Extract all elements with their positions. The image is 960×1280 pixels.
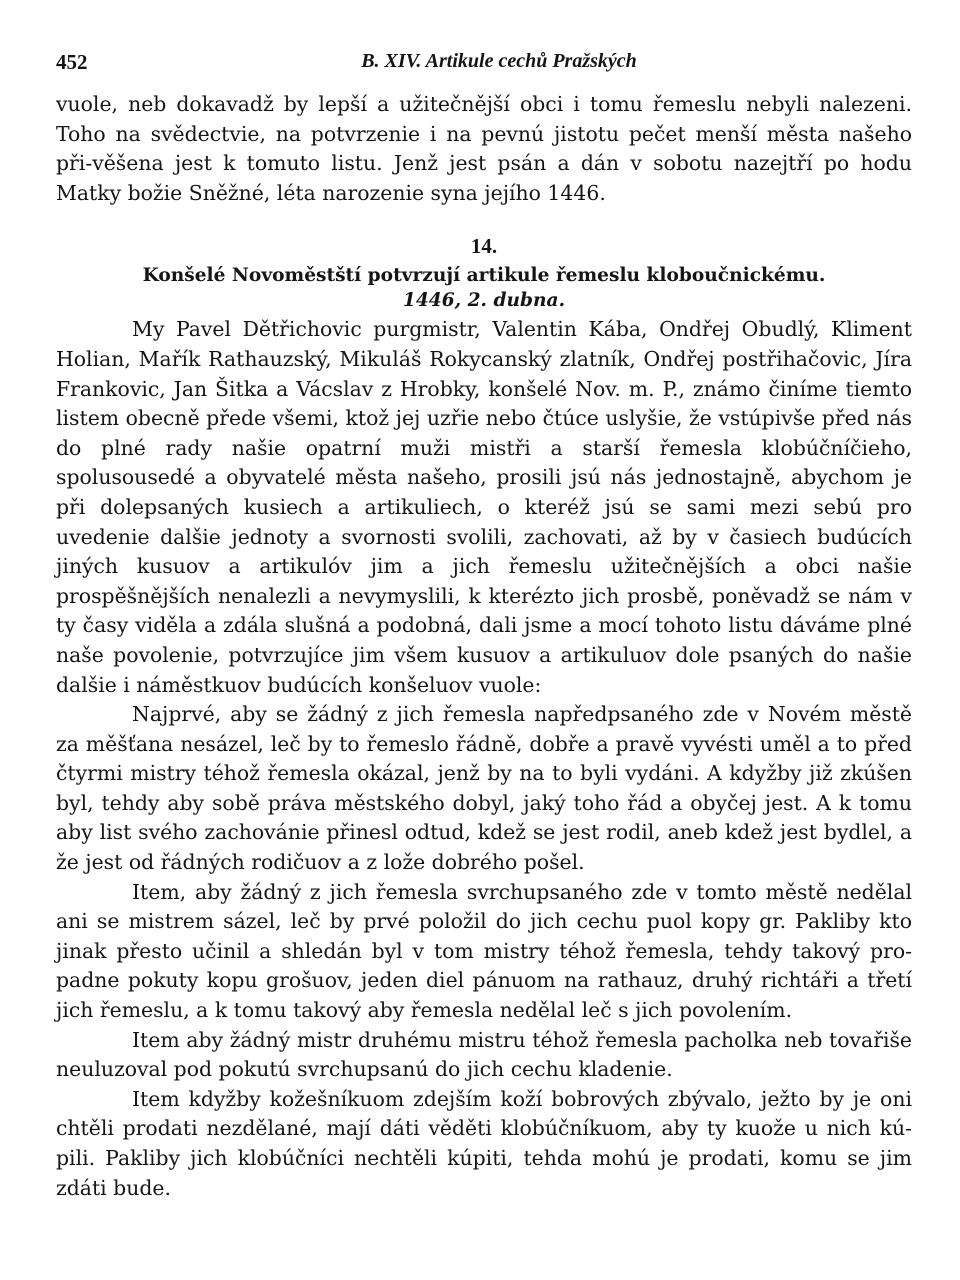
section-date: 1446, 2. dubna. [402, 290, 566, 312]
paragraph-article-3: Item aby žádný mistr druhému mistru téhož řemesla pacholka neb tovařiše neuluzoval pod pokutú svrchupsanú do jich cechu kladenie. [56, 1027, 912, 1082]
paragraph-preamble: My Pavel Dětřichovic purgmistr, Valentin Kába, Ondřej Obudlý, Kliment Holian, Mařík Rathauzský, Mikuláš Rokycanský zlatník, Ondřej postřihačovic, Jíra Frankovic, Jan Šitka a Vácslav z Hrobky, konšelé Nov. m. P., známo činíme tiemto listem obecně přede všemi, ktož jej uzřie nebo čtúce uslyšie, že vstúpivše před nás do plné rady našie opatrní muži mistři a starší řemesla klobúčníčieho, spolusousedé a obyvatelé města našeho, prosili jsú nás jednostajně, abychom je při dolepsaných kusiech a artikuliech, o kteréž jsú se sami mezi sebú pro uvedenie dalšie jednoty a svornosti svolili, zachovati, až by v časiech budúcích jiných kusuov a artikulóv jim a jich řemeslu užitečnějších a obci našie prospěšnějších nenalezli a nevymyslili, k kterézto jich prosbě, poněvadž se nám v ty časy viděla a zdála slušná a podobná, dali jsme a mocí tohoto listu dáváme plné naše povolenie, potvrzujíce jim všem kusuov a artikuluov dole psaných do našie dalšie i náměstkuov budúcích konšeluov vuole: [56, 317, 912, 697]
body-text [56, 90, 912, 1203]
paragraph-continuation: vuole, neb dokavadž by lepší a užitečnější obci i tomu řemeslu nebyli nalezeni. Toho na svědectvie, na potvrzenie i na pevnú jistotu pečet menší města našeho při-věšena jest k tomuto listu. Jenž jest psán a dán v sobotu nazejtří po hodu Matky božie Sněžné, léta narozenie syna jejího 1446. [56, 92, 912, 205]
paragraph-article-2: Item, aby žádný z jich řemesla svrchupsaného zde v tomto městě nedělal ani se mistrem sázel, leč by prvé položil do jich cechu puol kopy gr. Pakliby kto jinak přesto učinil a shledán byl v tom mistry téhož řemesla, tehdy takový pro-padne pokuty kopu grošuov, jeden diel pánuom na rathauz, druhý richtáři a třetí jich řemeslu, a k tomu takový aby řemesla nedělal leč s jich povolením. [56, 879, 912, 1023]
page-header [56, 40, 912, 90]
running-head: B. XIV. Artikule cechů Pražských [361, 50, 637, 72]
paragraph-article-4: Item kdyžby kožešníkuom zdejším koží bobrových zbývalo, ježto by je oni chtěli prodati nezdělané, mají dáti věděti klobúčníkuom, aby ty kuože u nich kú-pili. Pakliby jich klobúčníci nechtěli kúpiti, tehda mohú je prodati, komu se jim zdáti bude. [56, 1086, 912, 1200]
document-page [56, 40, 912, 1203]
paragraph-article-1: Najprvé, aby se žádný z jich řemesla napředpsaného zde v Novém městě za měšťana nesázel, leč by to řemeslo řádně, dobře a pravě vyvésti uměl a to před čtyrmi mistry téhož řemesla okázal, jenž by na to byli vydáni. A kdyžby již zkúšen byl, tehdy aby sobě práva městského dobyl, jaký toho řád a obyčej jest. A k tomu aby list svého zachovánie přinesl odtud, kdež se jest rodil, aneb kdež jest bydlel, a že jest od řádných rodičuov a z lože dobrého pošel. [56, 702, 912, 875]
page-number: 452 [56, 50, 88, 74]
section-number: 14. [470, 234, 498, 259]
section-summary: Konšelé Novoměstští potvrzují artikule řemeslu kloboučnickému. [142, 265, 826, 287]
